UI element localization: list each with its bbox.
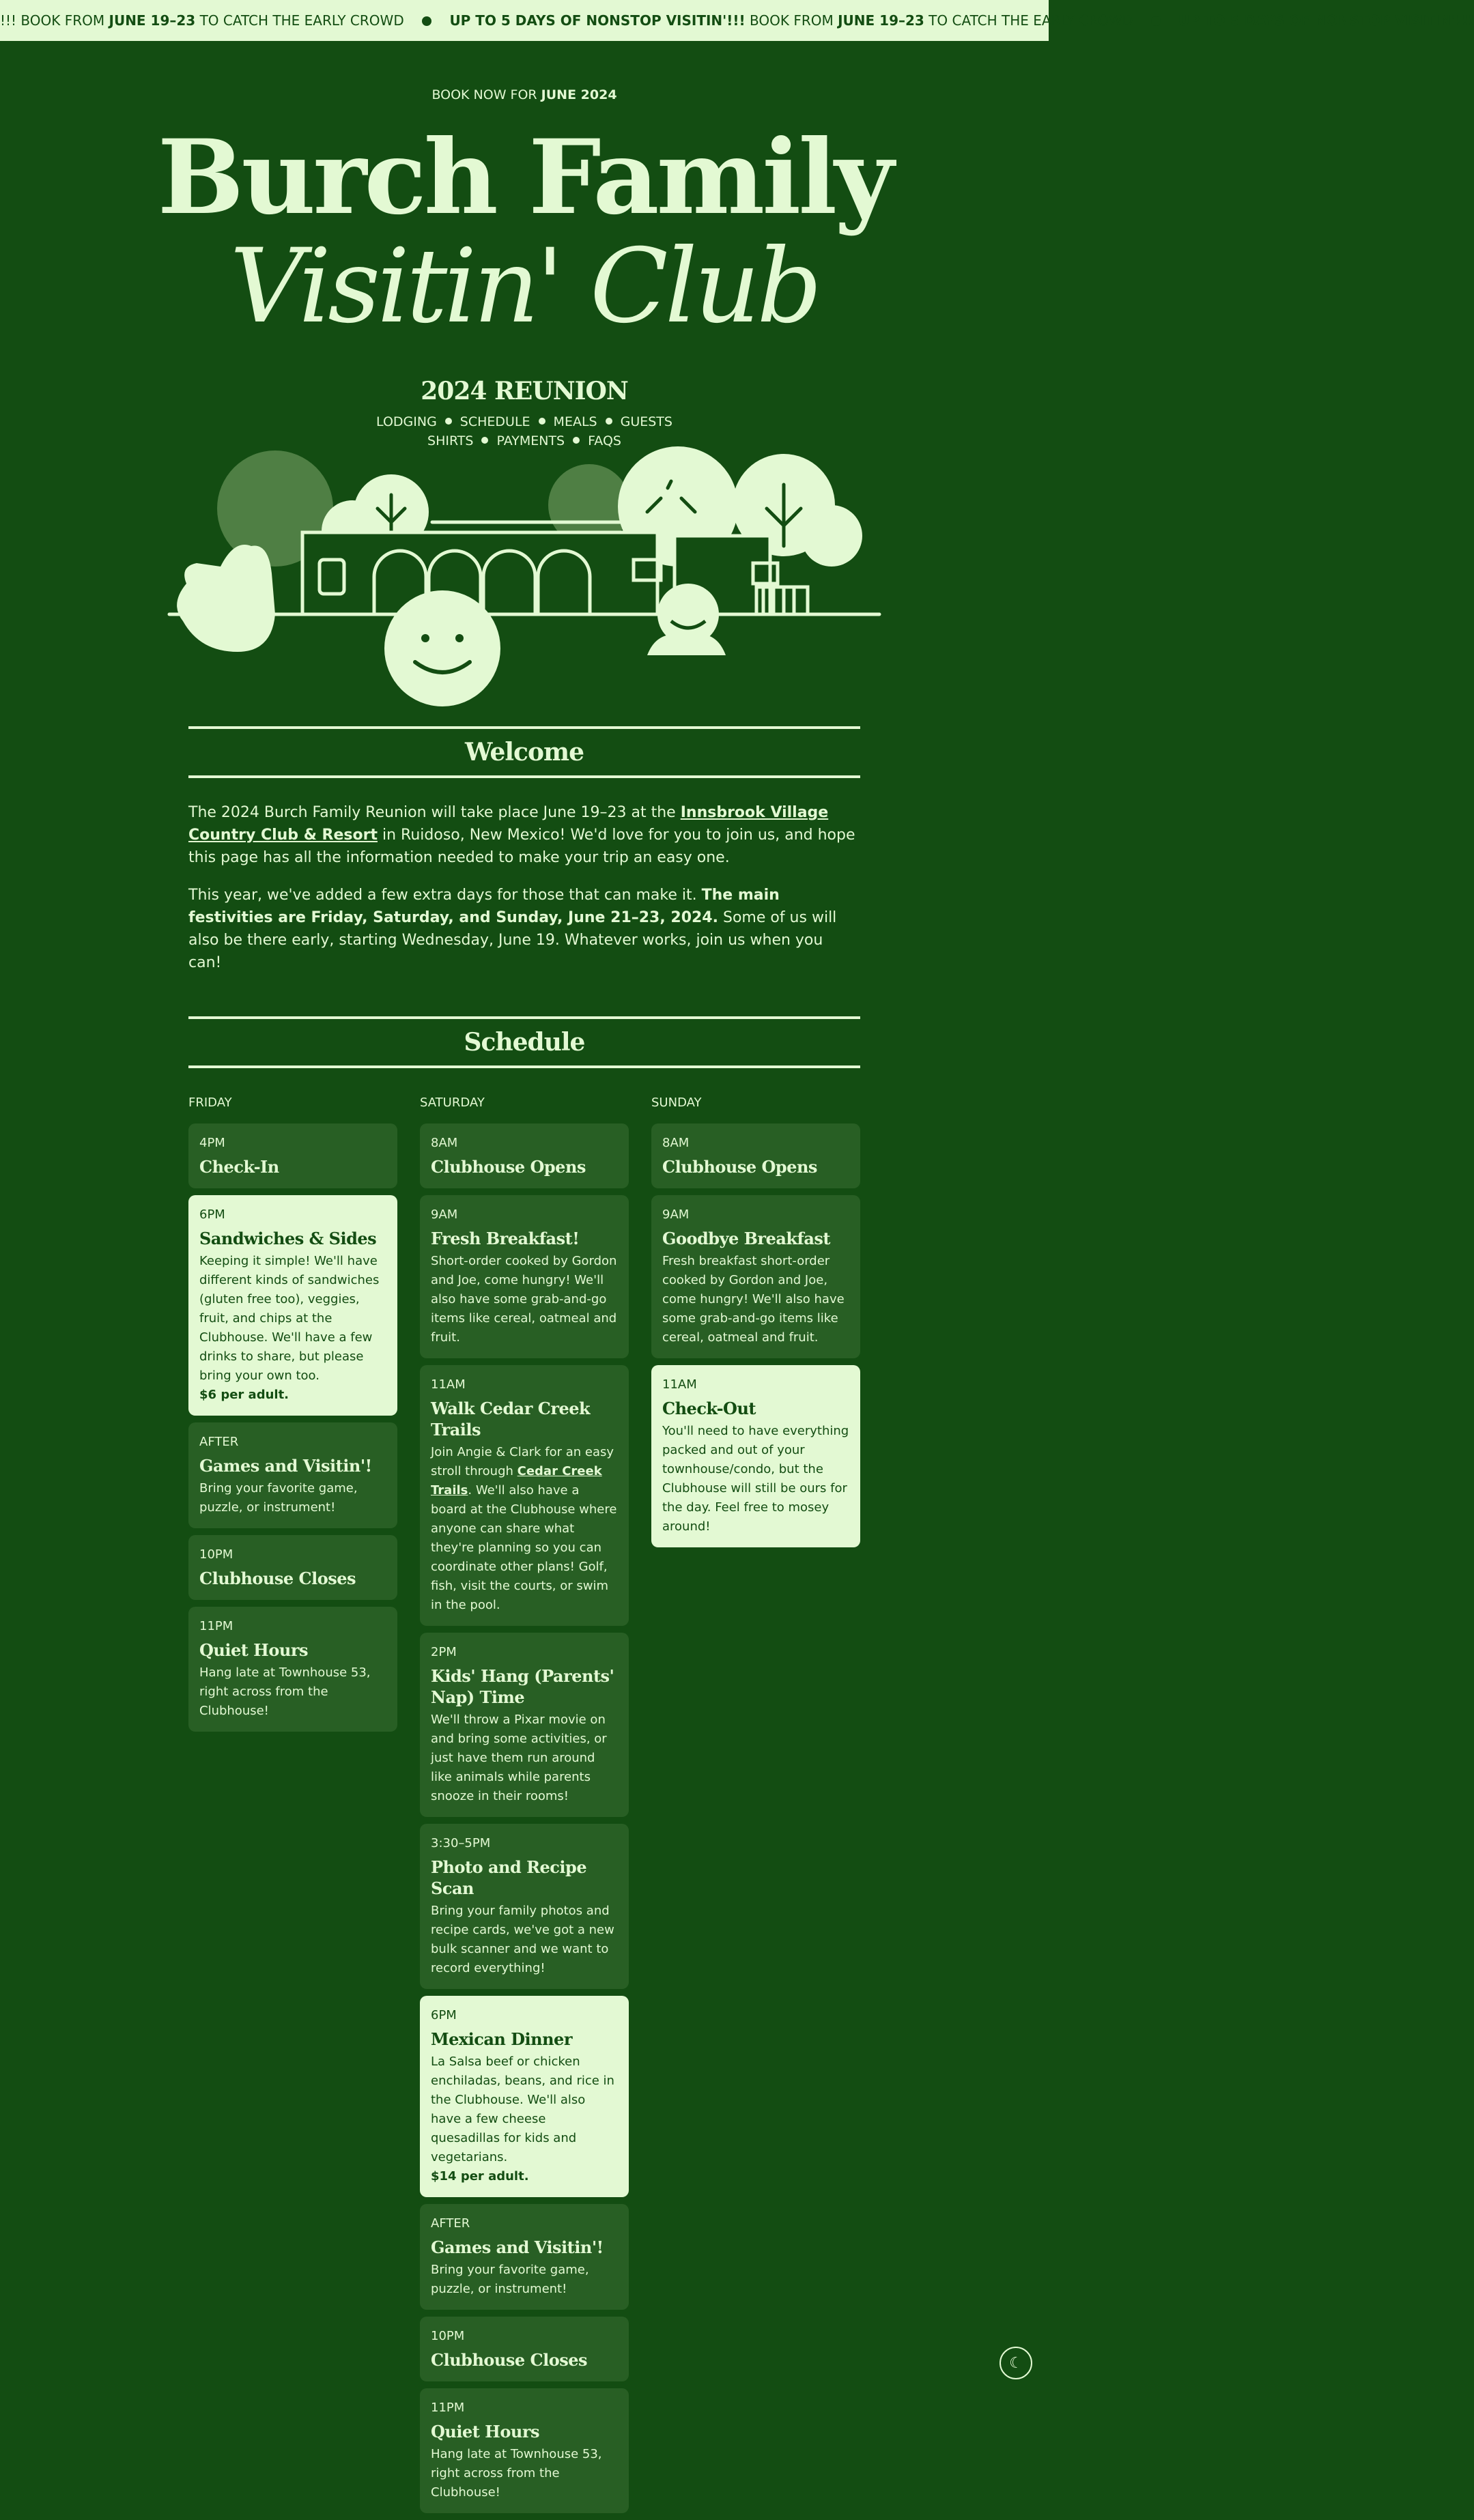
nav-guests[interactable]: GUESTS xyxy=(620,414,672,429)
event-card xyxy=(420,2317,629,2381)
main-nav xyxy=(0,412,1049,450)
event-name: Quiet Hours xyxy=(199,1640,308,1660)
event-name: Kids' Hang (Parents' Nap) Time xyxy=(431,1666,614,1707)
event-time: 10PM xyxy=(199,1547,233,1562)
event-time: AFTER xyxy=(199,1435,239,1449)
event-description: La Salsa beef or chicken enchiladas, beans, and rice in the Clubhouse. We'll also have a few cheese quesadillas for kids and vegetarians. xyxy=(431,2054,614,2164)
event-time: 3:30–5PM xyxy=(431,1836,491,1850)
event-card xyxy=(188,1123,397,1188)
welcome-paragraph-2: This year, we've added a few extra days for those that can make it. The main festivities are Friday, Saturday, and Sunday, June 21–23, 2024. Some of us will also be there early, starting Wednesday, June 19. Whatever works, join us when you can! xyxy=(188,887,837,971)
event-name: Photo and Recipe Scan xyxy=(431,1857,587,1898)
event-time: 9AM xyxy=(431,1207,458,1222)
nav-row-1 xyxy=(0,412,1049,431)
event-card xyxy=(420,1633,629,1817)
event-card xyxy=(420,1123,629,1188)
nav-shirts[interactable]: SHIRTS xyxy=(427,433,474,448)
event-time: 11AM xyxy=(662,1377,697,1392)
event-name: Walk Cedar Creek Trails xyxy=(431,1399,591,1440)
event-card xyxy=(651,1195,860,1358)
event-price: $6 per adult. xyxy=(199,1388,289,1402)
event-description: Bring your favorite game, puzzle, or instrument! xyxy=(199,1481,358,1515)
event-price: $14 per adult. xyxy=(431,2169,529,2183)
page-title-script: Visitin' Club xyxy=(229,227,819,346)
hero xyxy=(0,87,1049,689)
event-card xyxy=(420,2204,629,2310)
ticker-early-crowd: BOOK FROM JUNE 19–23 TO CATCH THE EARLY CROWD xyxy=(20,12,404,29)
nav-faqs[interactable]: FAQS xyxy=(588,433,621,448)
welcome-heading: Welcome xyxy=(188,726,860,778)
event-card-highlighted xyxy=(188,1195,397,1416)
event-card xyxy=(188,1422,397,1528)
event-name: Clubhouse Closes xyxy=(431,2350,588,2370)
event-description: Short-order cooked by Gordon and Joe, come hungry! We'll also have some grab-and-go items like cereal, oatmeal and fruit. xyxy=(431,1254,617,1345)
event-description: Join Angie & Clark for an easy stroll through Cedar Creek Trails. We'll also have a board at the Clubhouse where anyone can share what they're planning so you can coordinate other plans! Golf, fish, visit the courts, or swim in the pool. xyxy=(431,1445,617,1612)
ticker-lead: !!! xyxy=(0,12,17,29)
event-card xyxy=(420,1195,629,1358)
day-label: FRIDAY xyxy=(188,1096,232,1110)
event-name: Clubhouse Closes xyxy=(199,1569,356,1588)
nav-meals[interactable]: MEALS xyxy=(553,414,597,429)
ticker-nonstop-repeat: UP TO 5 DAYS OF NONSTOP VISITIN'!!! xyxy=(1178,12,1474,29)
event-description: Hang late at Townhouse 53, right across from the Clubhouse! xyxy=(431,2447,602,2500)
ticker-nonstop: UP TO 5 DAYS OF NONSTOP VISITIN'!!! xyxy=(449,12,746,29)
event-name: Clubhouse Opens xyxy=(431,1157,586,1177)
friday-column xyxy=(188,1096,397,2520)
saturday-column xyxy=(420,1096,629,2520)
page-title: Burch Family xyxy=(157,117,892,238)
event-name: Check-In xyxy=(199,1157,279,1177)
event-description: Bring your family photos and recipe cards, we've got a new bulk scanner and we want to record everything! xyxy=(431,1904,614,1975)
announcement-ticker xyxy=(0,0,1474,41)
cedar-creek-trails-link[interactable]: Cedar Creek Trails xyxy=(431,1464,602,1498)
ticker-dot xyxy=(1151,16,1161,26)
event-time: 6PM xyxy=(199,1207,225,1222)
schedule-columns xyxy=(188,1096,860,2520)
event-time: 11AM xyxy=(431,1377,466,1392)
main-content xyxy=(188,726,860,2520)
nav-payments[interactable]: PAYMENTS xyxy=(496,433,565,448)
event-card xyxy=(420,2388,629,2513)
event-time: 8AM xyxy=(431,1136,458,1150)
event-description: Fresh breakfast short-order cooked by Gordon and Joe, come hungry! We'll also have some grab-and-go items like cereal, oatmeal and fruit. xyxy=(662,1254,845,1345)
event-time: 6PM xyxy=(431,2008,457,2022)
event-description: We'll throw a Pixar movie on and bring some activities, or just have them run around like animals while parents snooze in their rooms! xyxy=(431,1713,607,1803)
event-time: 11PM xyxy=(431,2401,465,2415)
event-description: Hang late at Townhouse 53, right across from the Clubhouse! xyxy=(199,1665,371,1718)
ticker-dot xyxy=(422,16,431,26)
day-label: SATURDAY xyxy=(420,1096,485,1110)
event-time: AFTER xyxy=(431,2216,470,2231)
ticker-early-crowd-repeat: BOOK FROM JUNE 19–23 TO CATCH THE EARLY CROWD xyxy=(750,12,1133,29)
event-time: 11PM xyxy=(199,1619,233,1633)
event-card xyxy=(420,1365,629,1626)
event-card-highlighted xyxy=(420,1996,629,2197)
schedule-heading: Schedule xyxy=(188,1016,860,1068)
sunday-column xyxy=(651,1096,860,2520)
event-card xyxy=(651,1123,860,1188)
event-card-highlighted xyxy=(651,1365,860,1547)
reunion-subtitle: 2024 REUNION xyxy=(421,377,628,405)
event-name: Games and Visitin'! xyxy=(431,2237,604,2257)
event-card xyxy=(188,1607,397,1732)
event-time: 10PM xyxy=(431,2329,465,2343)
event-card xyxy=(188,1535,397,1600)
event-name: Sandwiches & Sides xyxy=(199,1229,377,1248)
event-name: Quiet Hours xyxy=(431,2422,539,2442)
nav-schedule[interactable]: SCHEDULE xyxy=(459,414,530,429)
clubhouse-illustration xyxy=(169,457,879,689)
event-name: Clubhouse Opens xyxy=(662,1157,817,1177)
moon-icon: ☾ xyxy=(1009,2354,1023,2371)
book-now-line: BOOK NOW FOR JUNE 2024 xyxy=(431,87,617,102)
event-time: 9AM xyxy=(662,1207,690,1222)
event-card xyxy=(420,1824,629,1989)
event-name: Fresh Breakfast! xyxy=(431,1229,580,1248)
event-time: 8AM xyxy=(662,1136,690,1150)
event-name: Mexican Dinner xyxy=(431,2029,572,2049)
event-time: 4PM xyxy=(199,1136,225,1150)
event-name: Games and Visitin'! xyxy=(199,1456,372,1476)
event-time: 2PM xyxy=(431,1645,457,1659)
nav-lodging[interactable]: LODGING xyxy=(376,414,437,429)
resort-link[interactable]: Innsbrook Village Country Club & Resort xyxy=(188,804,829,844)
welcome-paragraph-1: The 2024 Burch Family Reunion will take place June 19–23 at the Innsbrook Village Country Club & Resort in Ruidoso, New Mexico! We'd love for you to join us, and hope this page has all the information needed to make your trip an easy one. xyxy=(188,804,855,866)
event-name: Goodbye Breakfast xyxy=(662,1229,830,1248)
event-description: Bring your favorite game, puzzle, or instrument! xyxy=(431,2263,589,2296)
nav-row-2 xyxy=(0,431,1049,450)
dark-mode-toggle[interactable] xyxy=(1000,2347,1032,2379)
event-description: You'll need to have everything packed and out of your townhouse/condo, but the Clubhouse will still be ours for the day. Feel free to mosey around! xyxy=(662,1424,849,1534)
event-name: Check-Out xyxy=(662,1399,756,1418)
event-description: Keeping it simple! We'll have different kinds of sandwiches (gluten free too), veggies, fruit, and chips at the Clubhouse. We'll have a few drinks to share, but please bring your own too. xyxy=(199,1254,380,1383)
day-label: SUNDAY xyxy=(651,1096,702,1110)
